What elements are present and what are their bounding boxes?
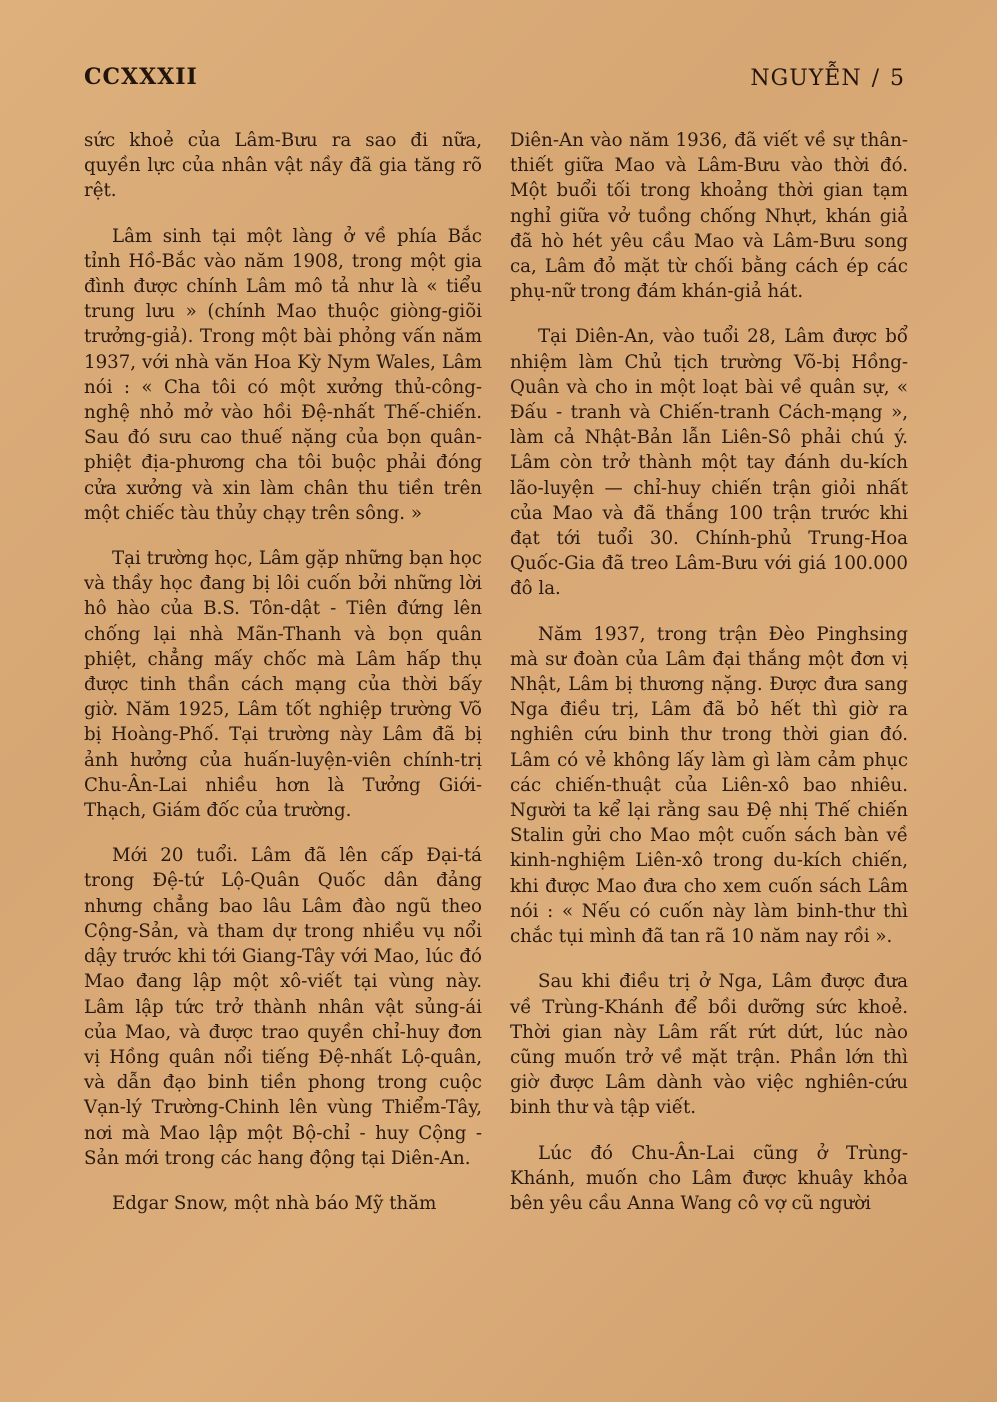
right-column <box>510 128 908 1216</box>
header-title: NGUYỄN <box>750 66 862 91</box>
paragraph: Lúc đó Chu-Ân-Lai cũng ở Trùng-Khánh, muốn cho Lâm được khuây khỏa bên yêu cầu Anna Wang cô vợ cũ người <box>510 1142 908 1214</box>
paragraph: Edgar Snow, một nhà báo Mỹ thăm <box>112 1192 437 1214</box>
paragraph: Mới 20 tuổi. Lâm đã lên cấp Đại-tá trong Đệ-tứ Lộ-Quân Quốc dân đảng nhưng chẳng bao lâu Lâm đào ngũ theo Cộng-Sản, và tham dự trong nhiều vụ nổi dậy trước khi tới Giang-Tây với Mao, lúc đó Mao đang lập một xô-viết tại vùng này. Lâm lập tức trở thành nhân vật sủng-ái của Mao, và được trao quyền chỉ-huy đơn vị Hồng quân nổi tiếng Đệ-nhất Lộ-quân, và dẫn đạo binh tiền phong trong cuộc Vạn-lý Trường-Chinh lên vùng Thiểm-Tây, nơi mà Mao lập một Bộ-chỉ - huy Cộng - Sản mới trong các hang động tại Diên-An. <box>84 845 482 1169</box>
running-header <box>750 66 905 91</box>
paragraph: sức khoẻ của Lâm-Bưu ra sao đi nữa, quyền lực của nhân vật nầy đã gia tăng rõ rệt. <box>84 130 482 202</box>
page-number: 5 <box>890 66 905 91</box>
left-column <box>84 128 482 1216</box>
chapter-number: CCXXXII <box>84 64 198 90</box>
paragraph: Diên-An vào năm 1936, đã viết về sự thân-thiết giữa Mao và Lâm-Bưu vào thời đó. Một buổi tối trong khoảng thời gian tạm nghỉ giữa vở tuồng chống Nhựt, khán giả đã hò hét yêu cầu Mao và Lâm-Bưu song ca, Lâm đỏ mặt từ chối bằng cách ép các phụ-nữ trong đám khán-giả hát. <box>510 130 908 303</box>
paragraph: Lâm sinh tại một làng ở về phía Bắc tỉnh Hồ-Bắc vào năm 1908, trong một gia đình được chính Lâm mô tả như là « tiểu trung lưu » (chính Mao thuộc giòng-giõi trưởng-giả). Trong một bài phỏng vấn năm 1937, với nhà văn Hoa Kỳ Nym Wales, Lâm nói : « Cha tôi có một xưởng thủ-công-nghệ nhỏ mở vào hồi Đệ-nhất Thế-chiến. Sau đó sưu cao thuế nặng của bọn quân-phiệt địa-phương cha tôi buộc phải đóng cửa xưởng và xin làm chân thu tiền trên một chiếc tàu thủy chạy trên sông. » <box>84 225 482 524</box>
paragraph: Tại trường học, Lâm gặp những bạn học và thầy học đang bị lôi cuốn bởi những lời hô hào của B.S. Tôn-dật - Tiên đứng lên chống lại nhà Mãn-Thanh và bọn quân phiệt, chẳng mấy chốc mà Lâm hấp thụ được tinh thần cách mạng của thời bấy giờ. Năm 1925, Lâm tốt nghiệp trường Võ bị Hoàng-Phố. Tại trường này Lâm đã bị ảnh hưởng của huấn-luyện-viên chính-trị Chu-Ân-Lai nhiều hơn là Tưởng Giới-Thạch, Giám đốc của trường. <box>84 548 482 822</box>
paragraph: Sau khi điều trị ở Nga, Lâm được đưa về Trùng-Khánh để bồi dưỡng sức khoẻ. Thời gian này Lâm rất rứt dứt, lúc nào cũng muốn trở về mặt trận. Phần lớn thì giờ được Lâm dành vào việc nghiên-cứu binh thư và tập viết. <box>510 971 908 1119</box>
header-slash: / <box>871 66 880 91</box>
paragraph: Tại Diên-An, vào tuổi 28, Lâm được bổ nhiệm làm Chủ tịch trường Võ-bị Hồng-Quân và cho in một loạt bài về quân sự, « Đấu - tranh và Chiến-tranh Cách-mạng », làm cả Nhật-Bản lẫn Liên-Sô phải chú ý. Lâm còn trở thành một tay đánh du-kích lão-luyện — chỉ-huy chiến trận giỏi nhất của Mao và đã thắng 100 trận trước khi đạt tới tuổi 30. Chính-phủ Trung-Hoa Quốc-Gia đã treo Lâm-Bưu với giá 100.000 đô la. <box>510 326 908 600</box>
paragraph: Năm 1937, trong trận Đèo Pinghsing mà sư đoàn của Lâm đại thắng một đơn vị Nhật, Lâm bị thương nặng. Được đưa sang Nga điều trị, Lâm đã bỏ hết thì giờ ra nghiên cứu binh thư trong thời gian đó. Lâm có vẻ không lấy làm gì làm cảm phục các chiến-thuật của Liên-xô bao nhiêu. Người ta kể lại rằng sau Đệ nhị Thế chiến Stalin gửi cho Mao một cuốn sách bàn về kinh-nghiệm Liên-xô trong du-kích chiến, khi được Mao đưa cho xem cuốn sách Lâm nói : « Nếu có cuốn này làm binh-thư thì chắc tụi mình đã tan rã 10 năm nay rồi ». <box>510 623 908 948</box>
